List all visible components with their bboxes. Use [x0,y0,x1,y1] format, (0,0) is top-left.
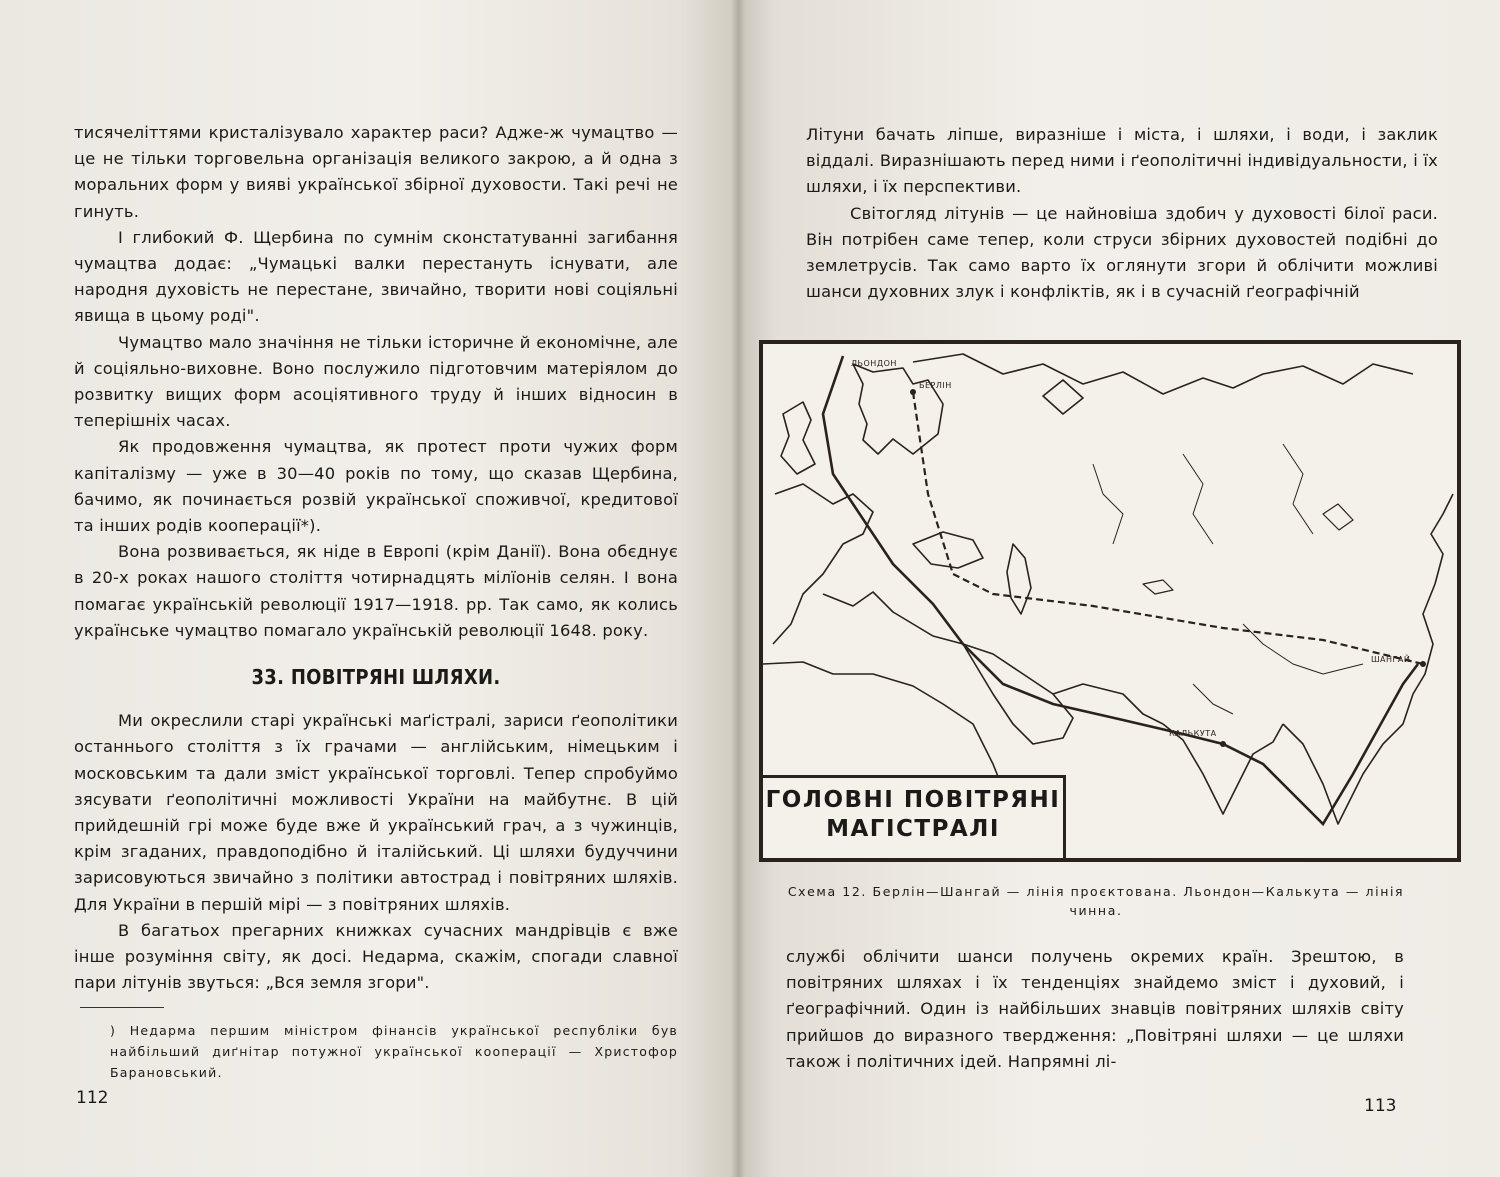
paragraph: Чумацтво мало значіння не тільки історичне й економічне, але й соціяльно-виховне. Воно послужило підготовчим матеріялом до розвитку вищих форм асоціятивного труду й інших відносин в теперішніх часах. [74,332,678,431]
river [1283,444,1313,534]
label-berlin: БЕРЛІН [919,381,952,390]
label-london: ЛЬОНДОН [851,359,897,368]
paragraph: І глибокий Ф. Щербина по сумнім сконстатуванні загибання чумацтва додає: „Чумацькі валки перестануть існувати, але народня духовість не перестане, звичайно, творити нові соціяльні явища в цьому роді". [74,227,678,326]
label-shanghai: ШАНГАЙ [1371,655,1411,664]
coastline-novaya-zemlya [1043,380,1083,414]
river [1243,624,1363,674]
caspian-sea [1007,544,1031,614]
paragraph: Світогляд літунів — це найновіша здобич у духовості білої раси. Він потрібен саме тепер, коли струси збірних духовостей подібні до землетрусів. Так само варто їх оглянути згори й облічити можливі шанси духовних злук і конфліктів, як і в сучасній ґеографічній [806,203,1438,302]
coastline-europe [773,484,873,644]
paragraph: В багатьох прегарних книжках сучасних мандрівців є вже інше розуміння світу, як досі. Недарма, скажім, спогади славної пари літунів звуться: „Вся земля згори". [74,920,678,993]
coastline-britain [781,402,815,474]
lake-baikal [1323,504,1353,530]
city-calcutta-marker [1220,741,1226,747]
label-calcutta: КАЛЬКУТА [1169,729,1217,738]
map-title [763,775,1066,858]
paragraph: Вона розвивається, як ніде в Европі (крім Данії). Вона обєднує в 20-х роках нашого століття чотирнадцять мілїонів селян. І вона помагає українській революції 1917—1918. рр. Так само, як колись українське чумацтво помагало українській революції 1648. року. [74,542,678,640]
city-berlin-marker [910,389,916,395]
page-number-right: 113 [1364,1096,1397,1116]
paragraph: службі облічити шанси получень окремих країн. Зрештою, в повітряних шляхах і їх тенденціях знайдемо зміст і духовий, і ґеографічний. Один із найбільших знавців повітряних шляхів світу прийшов до виразного твердження: „Повітряні шляхи — це шляхи також і політичних ідей. Напрямні лі- [786,947,1404,1071]
page-number-left: 112 [76,1088,109,1108]
paragraph: тисячеліттями кристалізувало характер раси? Адже-ж чумацтво — це не тільки торговельна організація великого закрою, а й одна з моральних форм у вияві української збірної духовости. Такі речі не гинуть. [74,123,678,221]
left-page-text [74,120,678,1083]
coastline-persia [1053,684,1163,724]
paragraph: Літуни бачать ліпше, виразніше і міста, і шляхи, і води, і заклик віддалі. Виразнішають перед ними і ґеополітичні індивідуальности, і їх шляхи, і їх перспективи. [806,125,1438,197]
river [1193,684,1233,714]
map-title-line1: ГОЛОВНІ ПОВІТРЯНІ [765,787,1061,813]
section-heading: 33. ПОВІТРЯНІ ШЛЯХИ. [251,665,501,690]
route-london-calcutta [823,356,1418,824]
city-shanghai-marker [1420,661,1426,667]
right-page-text-top [806,122,1438,305]
paragraph: Як продовження чумацтва, як протест проти чужих форм капіталізму — уже в 30—40 років по тому, що сказав Щербина, бачимо, як починається розвій української споживчої, кредитової та інших родів кооперації*). [74,437,678,536]
left-page [0,0,738,1177]
map-caption: Схема 12. Берлін—Шангай — лінія проєктована. Льондон—Калькута — лінія чинна. [787,884,1405,918]
coastline-scandinavia [853,364,943,454]
right-page-text-bottom [786,944,1404,1075]
coastline-seasia [1283,584,1435,824]
book-gutter [731,0,745,1177]
air-routes-map [759,340,1461,862]
lake-balkhash [1143,580,1173,594]
coastline-arctic [913,354,1413,394]
footnote: ) Недарма першим міністром фінансів української республіки був найбільший диґнітар потужної української кооперації — Христофор Барановський. [110,1022,678,1080]
route-berlin-shanghai [913,392,1423,664]
footnote-rule [80,1007,164,1008]
paragraph: Ми окреслили старі українські маґістралі, зариси ґеополітики останнього століття з їх грачами — англійським, німецьким і московським та дали зміст української торговлі. Тепер спробуймо зясувати ґеополітичні можливості України на майбутнє. В цій прийдешній грі може буде вже й український грач, а з чужинців, крім згаданих, правдоподібно й італійський. Ці шляхи будуччини зарисовуються звичайно з політики автострад і повітряних шляхів. Для України в першій мірі — з повітряних шляхів. [74,711,678,914]
river [1093,464,1123,544]
coastline-japan-korea [1431,494,1453,584]
map-title-line2: МАГІСТРАЛІ [826,816,1000,842]
river [1183,454,1213,544]
black-sea [913,532,983,568]
